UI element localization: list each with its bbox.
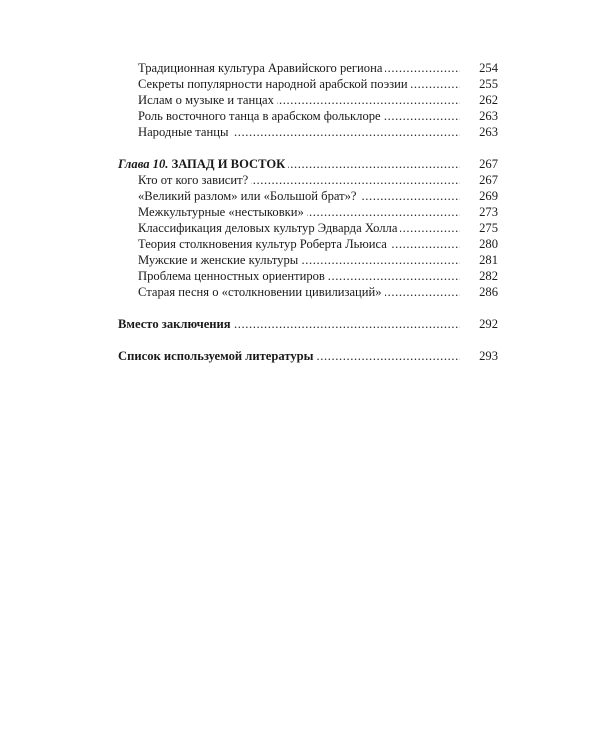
toc-bibliography	[118, 348, 498, 364]
entry-page: 281	[479, 253, 498, 267]
table-of-contents	[118, 60, 498, 364]
toc-entry-folk-dances	[118, 124, 498, 140]
entry-page: 273	[479, 205, 498, 219]
entry-title: Секреты популярности народной арабской поэзии	[138, 76, 411, 92]
toc-chapter-10	[118, 156, 498, 172]
entry-page: 263	[479, 125, 498, 139]
entry-title: «Великий разлом» или «Большой брат»?	[138, 188, 360, 204]
entry-page: 292	[479, 317, 498, 331]
toc-entry-male-female-cultures	[118, 252, 498, 268]
entry-page: 282	[479, 269, 498, 283]
entry-title: Мужские и женские культуры	[138, 252, 301, 268]
entry-title: Народные танцы	[138, 124, 231, 140]
entry-page: 255	[479, 77, 498, 91]
entry-title: Кто от кого зависит?	[138, 172, 251, 188]
toc-entry-intercultural-mismatch	[118, 204, 498, 220]
entry-title: Ислам о музыке и танцах	[138, 92, 277, 108]
leader-dots	[234, 172, 460, 188]
toc-entry-oriental-dance	[118, 108, 498, 124]
toc-entry-lewis-theory	[118, 236, 498, 252]
entry-page: 293	[479, 349, 498, 363]
entry-title: Старая песня о «столкновении цивилизаций»	[138, 284, 385, 300]
leader-dots	[234, 124, 460, 140]
toc-entry-islam-music	[118, 92, 498, 108]
entry-page: 280	[479, 237, 498, 251]
entry-title: Теория столкновения культур Роберта Льюиса	[138, 236, 390, 252]
entry-title: Проблема ценностных ориентиров	[138, 268, 328, 284]
toc-conclusion	[118, 316, 498, 332]
toc-entry-clash-of-civilizations	[118, 284, 498, 300]
toc-entry-folk-poetry	[118, 76, 498, 92]
entry-page: 275	[479, 221, 498, 235]
entry-page: 263	[479, 109, 498, 123]
chapter-heading	[118, 156, 288, 172]
entry-page: 262	[479, 93, 498, 107]
chapter-label: Глава 10.	[118, 157, 169, 171]
toc-entry-value-orientations	[118, 268, 498, 284]
entry-page: 267	[479, 173, 498, 187]
chapter-title: ЗАПАД И ВОСТОК	[171, 157, 286, 171]
toc-entry-great-divide	[118, 188, 498, 204]
chapter-page: 267	[479, 157, 498, 171]
entry-title: Классификация деловых культур Эдварда Холла	[138, 220, 400, 236]
entry-title: Список используемой литературы	[118, 348, 317, 364]
toc-entry-hall-classification	[118, 220, 498, 236]
entry-title: Традиционная культура Аравийского региона	[138, 60, 385, 76]
toc-entry-dependence	[118, 172, 498, 188]
entry-page: 286	[479, 285, 498, 299]
toc-entry-arabian-culture	[118, 60, 498, 76]
entry-page: 254	[479, 61, 498, 75]
entry-title: Вместо заключения	[118, 316, 234, 332]
entry-title: Роль восточного танца в арабском фольклоре	[138, 108, 384, 124]
entry-page: 269	[479, 189, 498, 203]
leader-dots	[234, 316, 460, 332]
entry-title: Межкультурные «нестыковки»	[138, 204, 307, 220]
